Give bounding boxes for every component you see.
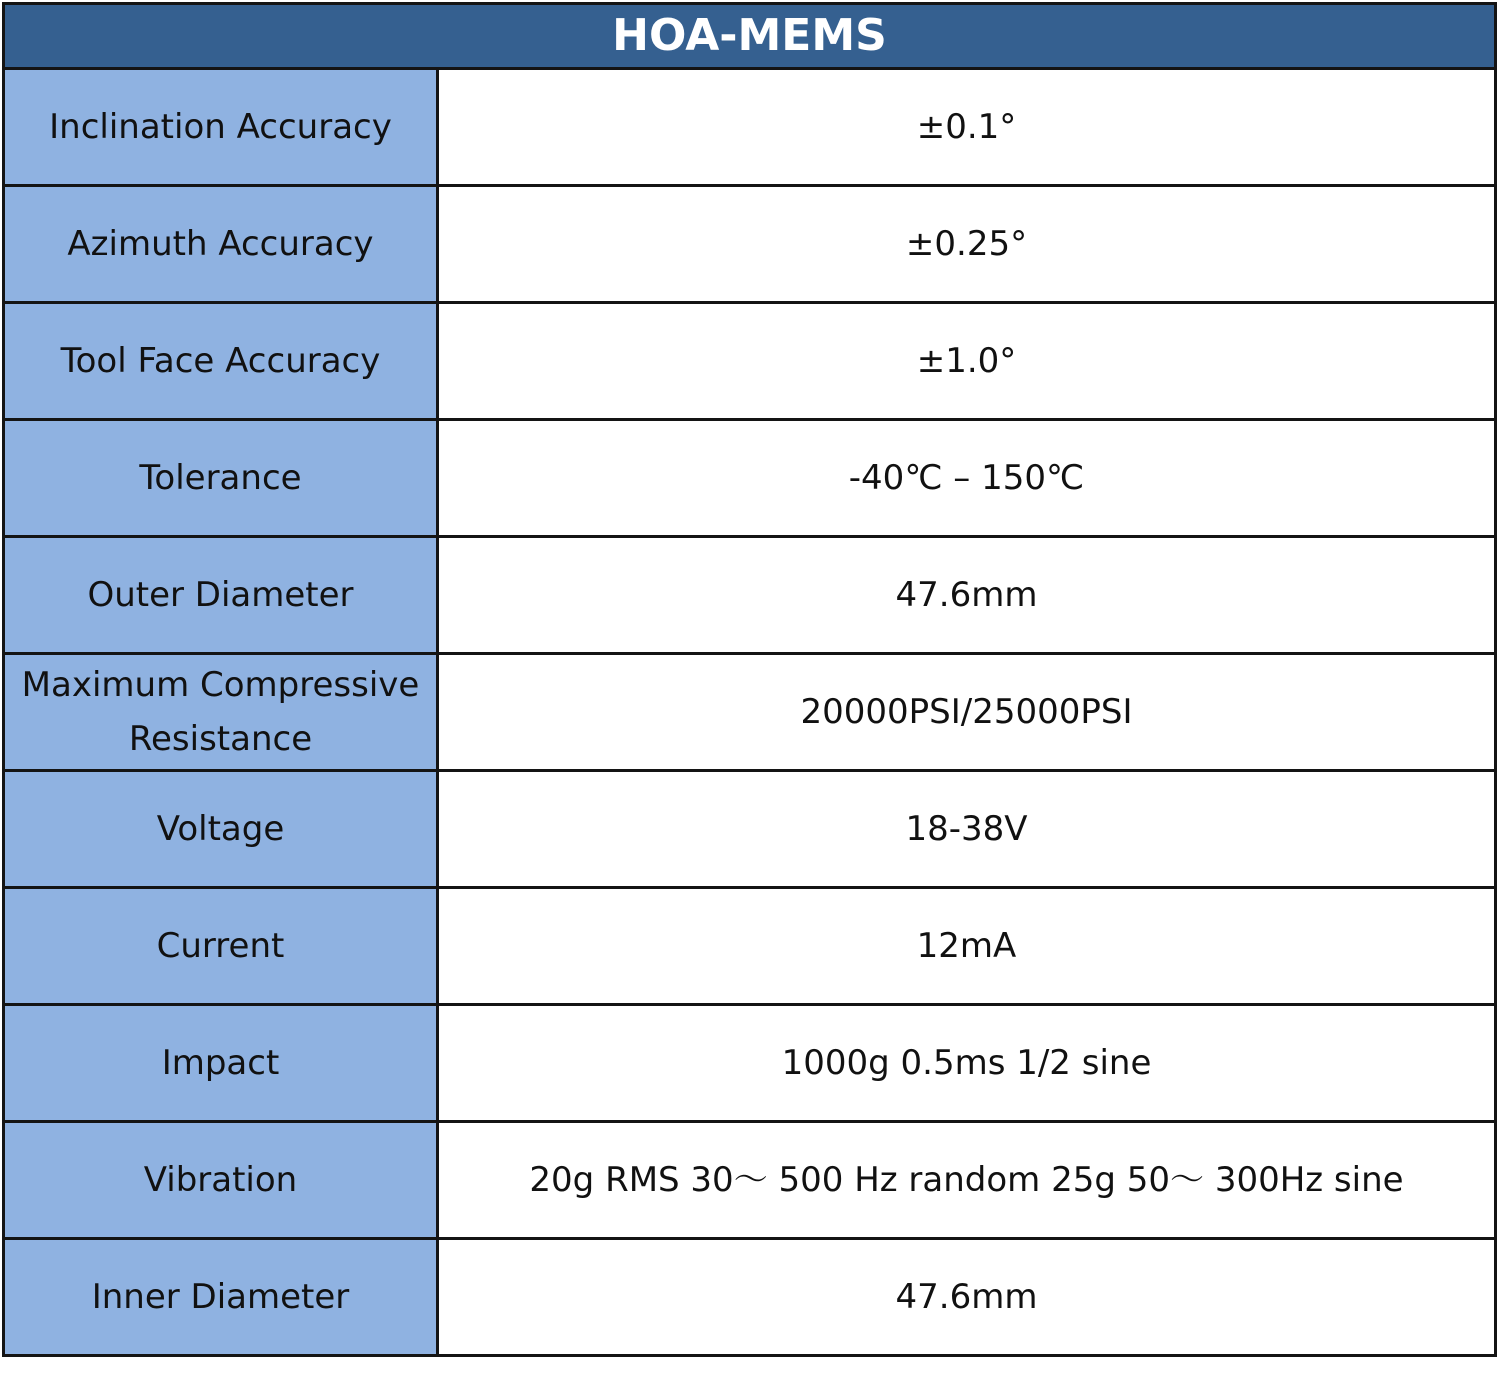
row-value: 18-38V	[438, 771, 1496, 888]
row-label: Outer Diameter	[4, 537, 438, 654]
row-label: Maximum Compressive Resistance	[4, 654, 438, 771]
row-value: ±0.1°	[438, 69, 1496, 186]
row-value: 20g RMS 30～ 500 Hz random 25g 50～ 300Hz sine	[438, 1122, 1496, 1239]
table-row-tolerance	[4, 420, 1496, 537]
table-row-vibration	[4, 1122, 1496, 1239]
row-label: Voltage	[4, 771, 438, 888]
table-row-voltage	[4, 771, 1496, 888]
row-value: 1000g 0.5ms 1/2 sine	[438, 1005, 1496, 1122]
row-label: Inclination Accuracy	[4, 69, 438, 186]
row-value: 12mA	[438, 888, 1496, 1005]
row-value: ±0.25°	[438, 186, 1496, 303]
table-row-max-compressive-resistance	[4, 654, 1496, 771]
table-row-inner-diameter	[4, 1239, 1496, 1356]
table-row-impact	[4, 1005, 1496, 1122]
row-label: Tool Face Accuracy	[4, 303, 438, 420]
row-label: Tolerance	[4, 420, 438, 537]
row-label: Inner Diameter	[4, 1239, 438, 1356]
row-value: -40℃ – 150℃	[438, 420, 1496, 537]
row-label: Current	[4, 888, 438, 1005]
row-value: 47.6mm	[438, 1239, 1496, 1356]
table-row-current	[4, 888, 1496, 1005]
table-row-inclination-accuracy	[4, 69, 1496, 186]
table-row-outer-diameter	[4, 537, 1496, 654]
row-label: Vibration	[4, 1122, 438, 1239]
table-row-azimuth-accuracy	[4, 186, 1496, 303]
table-title: HOA-MEMS	[4, 4, 1496, 69]
table-row-tool-face-accuracy	[4, 303, 1496, 420]
row-label: Impact	[4, 1005, 438, 1122]
spec-table	[2, 2, 1497, 1357]
row-label: Azimuth Accuracy	[4, 186, 438, 303]
row-value: 47.6mm	[438, 537, 1496, 654]
row-value: ±1.0°	[438, 303, 1496, 420]
row-value: 20000PSI/25000PSI	[438, 654, 1496, 771]
